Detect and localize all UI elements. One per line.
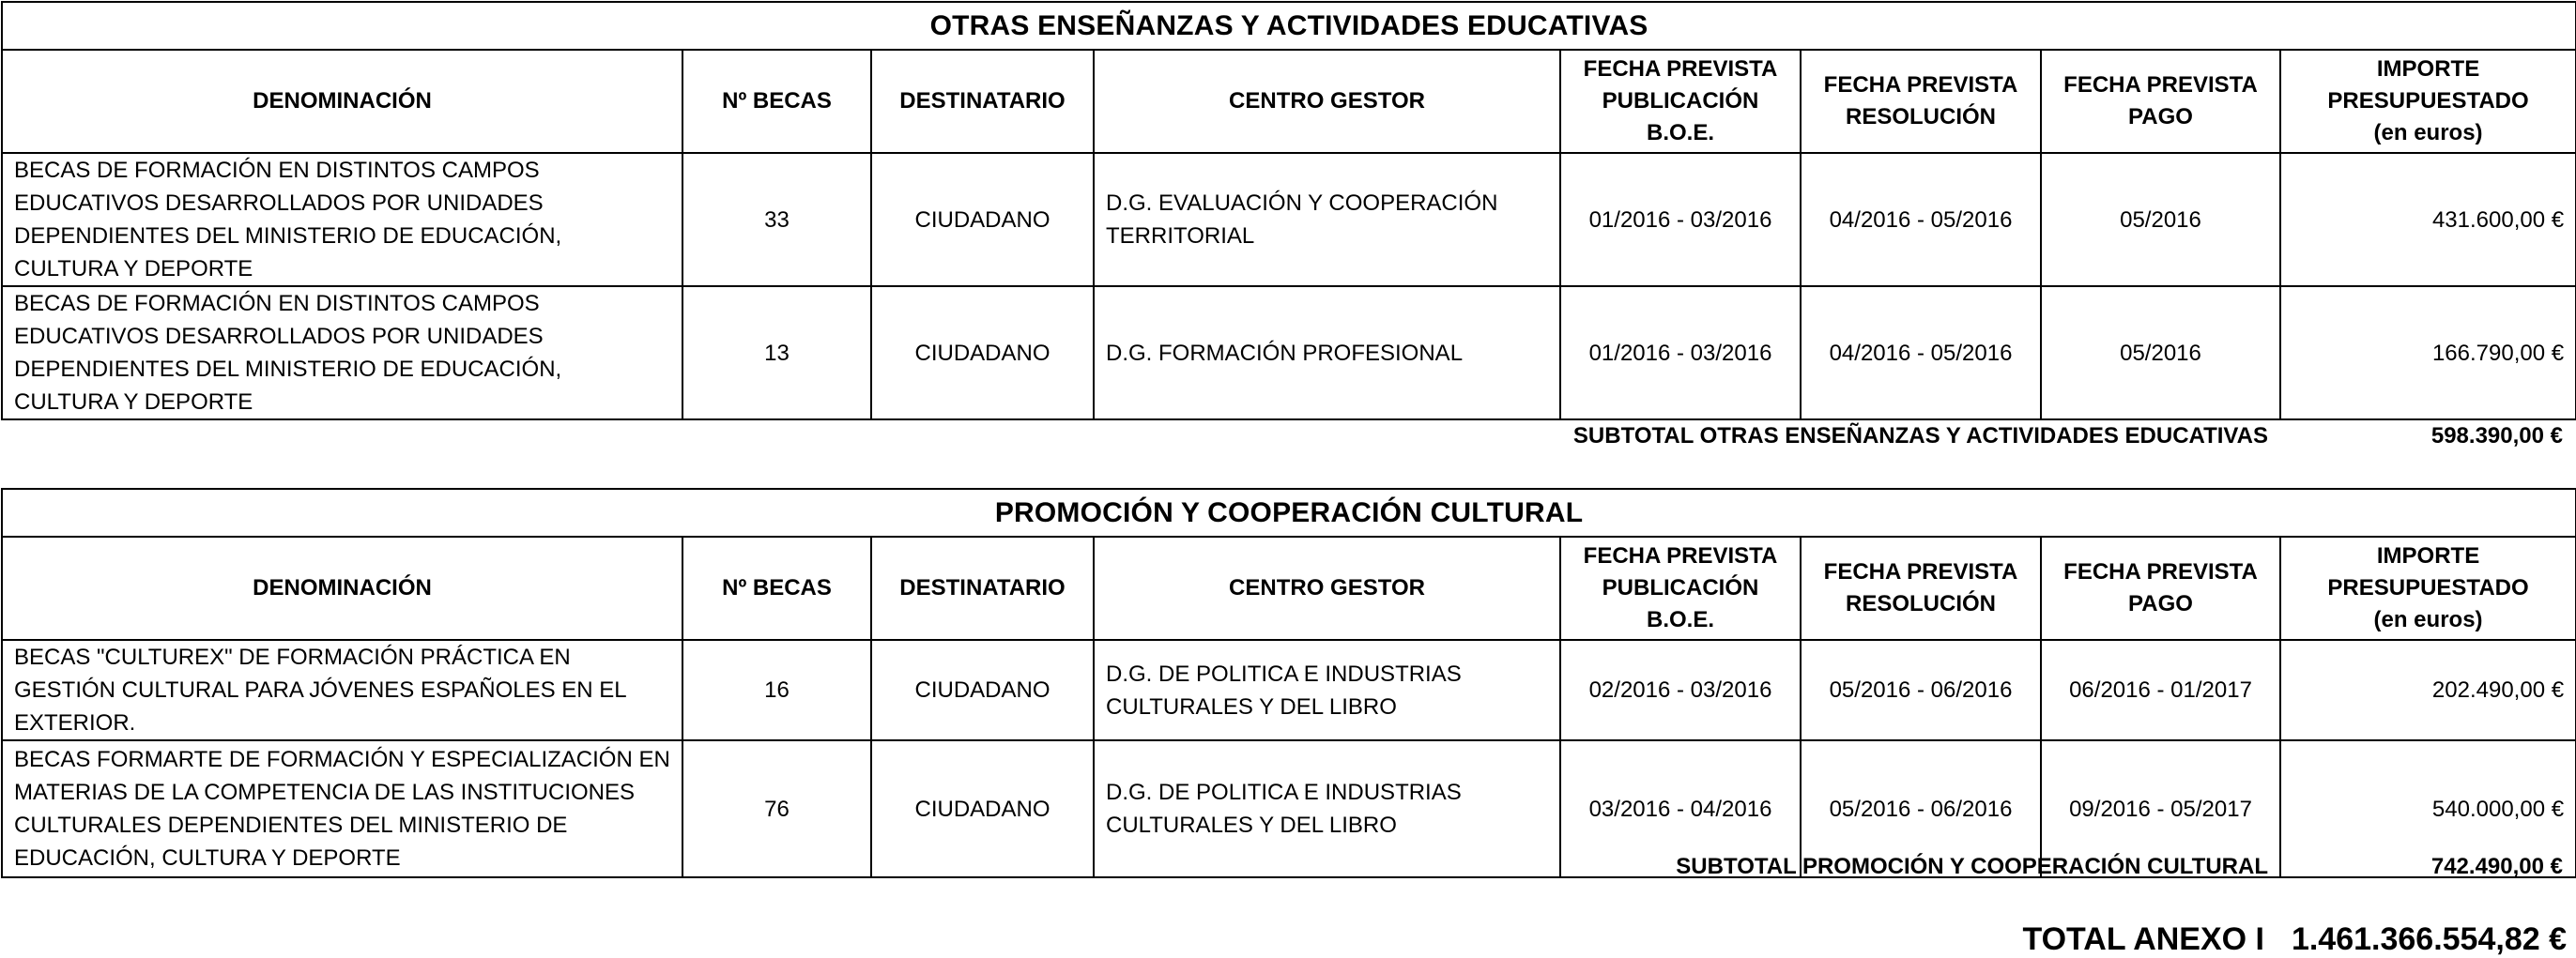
cell-centro-gestor: D.G. DE POLITICA E INDUSTRIAS CULTURALES Y DEL LIBRO bbox=[1094, 740, 1560, 877]
cell-fecha-resolucion: 05/2016 - 06/2016 bbox=[1801, 640, 2041, 740]
cell-fecha-pago: 09/2016 - 05/2017 bbox=[2041, 740, 2280, 877]
table-row bbox=[2, 640, 2576, 740]
cell-fecha-boe: 02/2016 - 03/2016 bbox=[1560, 640, 1801, 740]
subtotal-value: 742.490,00 € bbox=[2430, 854, 2563, 879]
col-header-centro-gestor: CENTRO GESTOR bbox=[1094, 537, 1560, 640]
col-header-denominacion: DENOMINACIÓN bbox=[2, 537, 682, 640]
cell-centro-gestor: D.G. DE POLITICA E INDUSTRIAS CULTURALES Y DEL LIBRO bbox=[1094, 640, 1560, 740]
cell-destinatario: CIUDADANO bbox=[871, 286, 1094, 419]
cell-fecha-boe: 01/2016 - 03/2016 bbox=[1560, 153, 1801, 286]
cell-fecha-pago: 06/2016 - 01/2017 bbox=[2041, 640, 2280, 740]
cell-centro-gestor: D.G. FORMACIÓN PROFESIONAL bbox=[1094, 286, 1560, 419]
section-table-otras-ensenanzas bbox=[1, 1, 2576, 420]
cell-becas: 16 bbox=[682, 640, 871, 740]
cell-fecha-resolucion: 04/2016 - 05/2016 bbox=[1801, 286, 2041, 419]
header-row bbox=[2, 50, 2576, 153]
cell-destinatario: CIUDADANO bbox=[871, 640, 1094, 740]
cell-fecha-boe: 03/2016 - 04/2016 bbox=[1560, 740, 1801, 877]
col-header-destinatario: DESTINATARIO bbox=[871, 537, 1094, 640]
cell-importe: 540.000,00 € bbox=[2280, 740, 2576, 877]
cell-centro-gestor: D.G. EVALUACIÓN Y COOPERACIÓN TERRITORIAL bbox=[1094, 153, 1560, 286]
total-value: 1.461.366.554,82 € bbox=[2291, 921, 2567, 957]
cell-becas: 33 bbox=[682, 153, 871, 286]
col-header-centro-gestor: CENTRO GESTOR bbox=[1094, 50, 1560, 153]
section-title: PROMOCIÓN Y COOPERACIÓN CULTURAL bbox=[2, 489, 2576, 537]
col-header-fecha-boe: FECHA PREVISTA PUBLICACIÓN B.O.E. bbox=[1560, 50, 1801, 153]
cell-denominacion: BECAS FORMARTE DE FORMACIÓN Y ESPECIALIZACIÓN EN MATERIAS DE LA COMPETENCIA DE LAS INSTITUCIONES CULTURALES DEPENDIENTES DEL MINISTERIO DE EDUCACIÓN, CULTURA Y DEPORTE bbox=[2, 740, 682, 877]
col-header-becas: Nº BECAS bbox=[682, 537, 871, 640]
col-header-denominacion: DENOMINACIÓN bbox=[2, 50, 682, 153]
cell-fecha-pago: 05/2016 bbox=[2041, 153, 2280, 286]
header-row bbox=[2, 537, 2576, 640]
cell-becas: 76 bbox=[682, 740, 871, 877]
cell-destinatario: CIUDADANO bbox=[871, 740, 1094, 877]
col-header-fecha-pago: FECHA PREVISTA PAGO bbox=[2041, 50, 2280, 153]
cell-importe: 202.490,00 € bbox=[2280, 640, 2576, 740]
cell-destinatario: CIUDADANO bbox=[871, 153, 1094, 286]
col-header-importe: IMPORTE PRESUPUESTADO (en euros) bbox=[2280, 537, 2576, 640]
table-row bbox=[2, 286, 2576, 419]
cell-denominacion: BECAS DE FORMACIÓN EN DISTINTOS CAMPOS EDUCATIVOS DESARROLLADOS POR UNIDADES DEPENDIENTES DEL MINISTERIO DE EDUCACIÓN, CULTURA Y DEPORTE bbox=[2, 286, 682, 419]
col-header-fecha-resolucion: FECHA PREVISTA RESOLUCIÓN bbox=[1801, 50, 2041, 153]
col-header-becas: Nº BECAS bbox=[682, 50, 871, 153]
col-header-importe: IMPORTE PRESUPUESTADO (en euros) bbox=[2280, 50, 2576, 153]
cell-fecha-pago: 05/2016 bbox=[2041, 286, 2280, 419]
cell-fecha-resolucion: 05/2016 - 06/2016 bbox=[1801, 740, 2041, 877]
cell-becas: 13 bbox=[682, 286, 871, 419]
col-header-fecha-resolucion: FECHA PREVISTA RESOLUCIÓN bbox=[1801, 537, 2041, 640]
cell-fecha-resolucion: 04/2016 - 05/2016 bbox=[1801, 153, 2041, 286]
cell-importe: 166.790,00 € bbox=[2280, 286, 2576, 419]
total-label: TOTAL ANEXO I bbox=[2022, 921, 2264, 957]
subtotal-value: 598.390,00 € bbox=[2430, 423, 2563, 449]
col-header-destinatario: DESTINATARIO bbox=[871, 50, 1094, 153]
section-title: OTRAS ENSEÑANZAS Y ACTIVIDADES EDUCATIVAS bbox=[2, 2, 2576, 50]
subtotal-label: SUBTOTAL PROMOCIÓN Y COOPERACIÓN CULTURAL bbox=[1676, 854, 2268, 879]
col-header-fecha-pago: FECHA PREVISTA PAGO bbox=[2041, 537, 2280, 640]
cell-fecha-boe: 01/2016 - 03/2016 bbox=[1560, 286, 1801, 419]
col-header-fecha-boe: FECHA PREVISTA PUBLICACIÓN B.O.E. bbox=[1560, 537, 1801, 640]
subtotal-label: SUBTOTAL OTRAS ENSEÑANZAS Y ACTIVIDADES EDUCATIVAS bbox=[1572, 423, 2268, 449]
cell-denominacion: BECAS DE FORMACIÓN EN DISTINTOS CAMPOS EDUCATIVOS DESARROLLADOS POR UNIDADES DEPENDIENTES DEL MINISTERIO DE EDUCACIÓN, CULTURA Y DEPORTE bbox=[2, 153, 682, 286]
table-row bbox=[2, 153, 2576, 286]
cell-denominacion: BECAS "CULTUREX" DE FORMACIÓN PRÁCTICA EN GESTIÓN CULTURAL PARA JÓVENES ESPAÑOLES EN EL EXTERIOR. bbox=[2, 640, 682, 740]
cell-importe: 431.600,00 € bbox=[2280, 153, 2576, 286]
section-table-promocion-cultural bbox=[1, 488, 2576, 878]
